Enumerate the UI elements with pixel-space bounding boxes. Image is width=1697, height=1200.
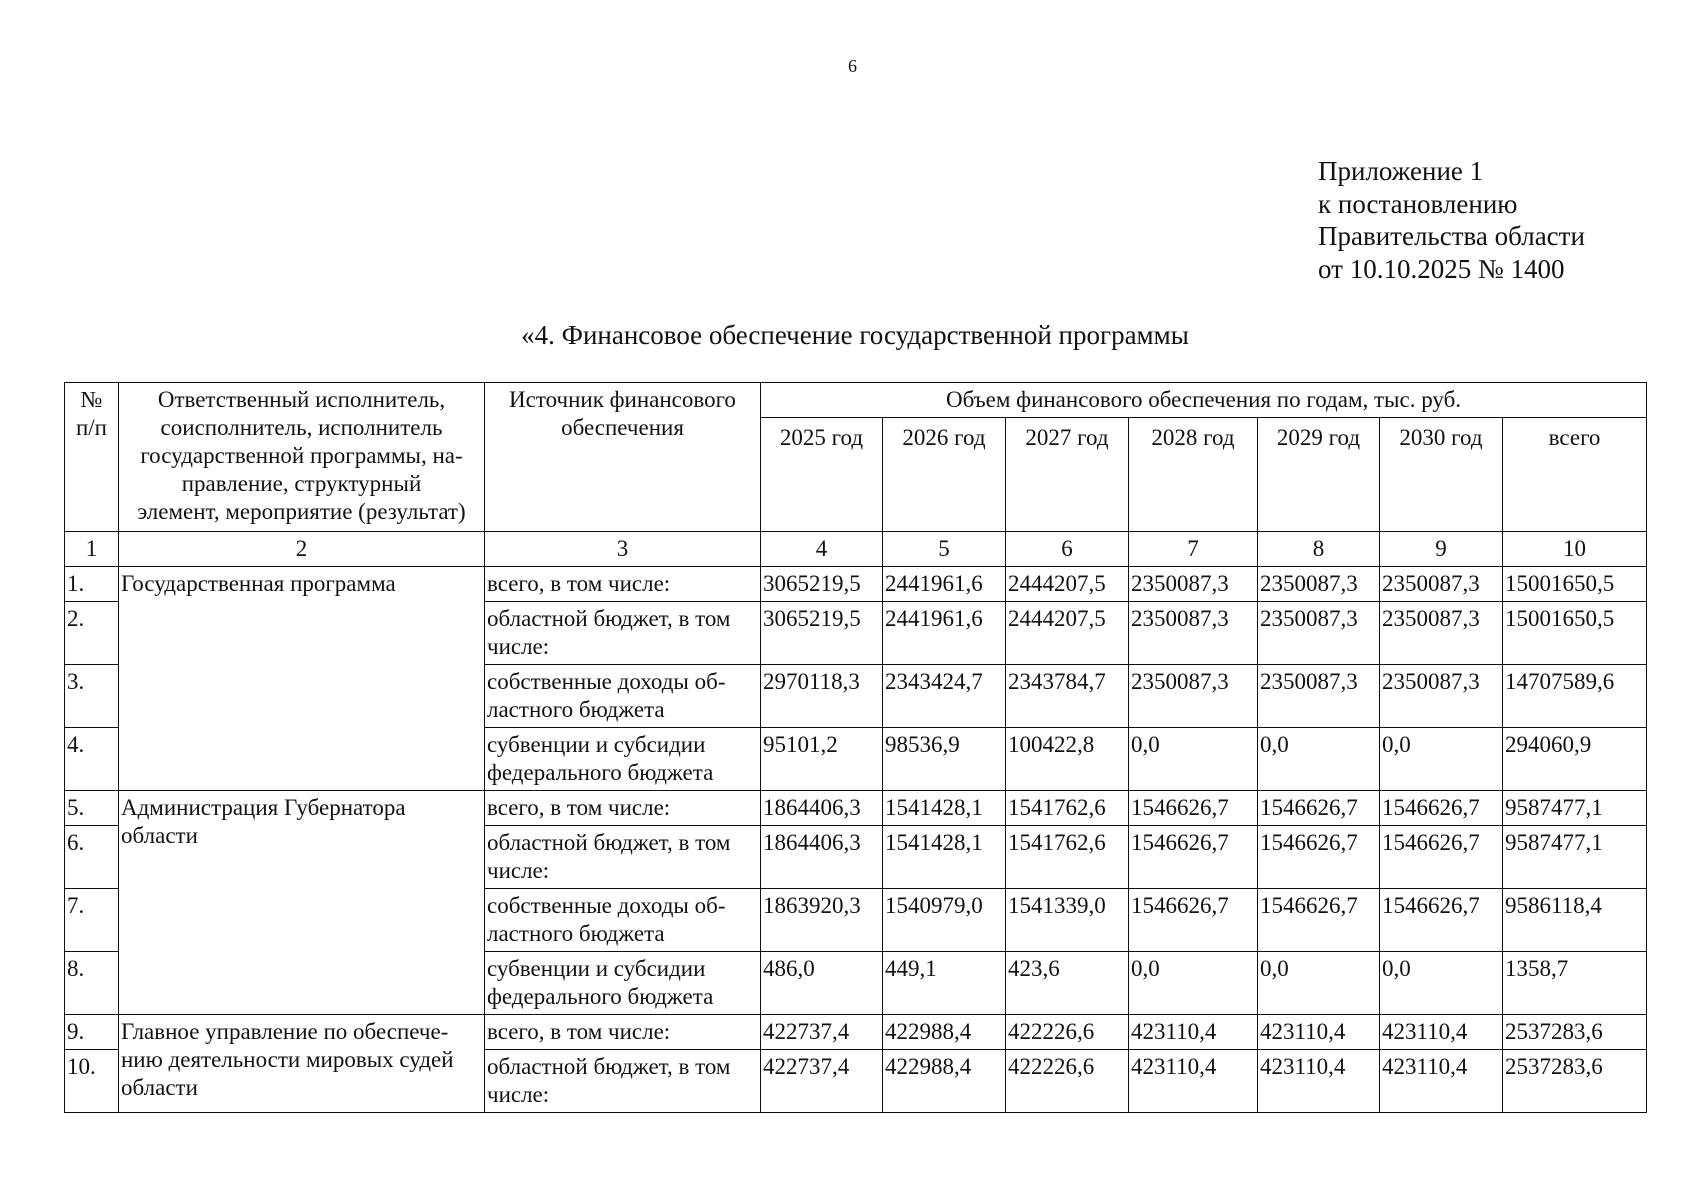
finance-table: [64, 382, 1647, 1113]
amount-value: 100422,8: [1006, 728, 1129, 791]
column-number: 10: [1503, 532, 1647, 567]
amount-value: 422988,4: [883, 1050, 1006, 1113]
header-year: 2030 год: [1380, 418, 1503, 532]
amount-value: 0,0: [1129, 952, 1258, 1015]
amount-value: 422988,4: [883, 1015, 1006, 1050]
row-number: 7.: [65, 889, 119, 952]
funding-source: всего, в том числе:: [485, 791, 761, 826]
header-year: 2025 год: [761, 418, 883, 532]
amount-value: 2350087,3: [1258, 665, 1380, 728]
funding-source: всего, в том числе:: [485, 567, 761, 602]
amount-value: 449,1: [883, 952, 1006, 1015]
column-number: 5: [883, 532, 1006, 567]
header-year: всего: [1503, 418, 1647, 532]
amount-value: 2350087,3: [1380, 602, 1503, 665]
funding-source: собственные доходы об- ластного бюджета: [485, 665, 761, 728]
amount-value: 1546626,7: [1129, 889, 1258, 952]
amount-value: 15001650,5: [1503, 567, 1647, 602]
amount-value: 422737,4: [761, 1050, 883, 1113]
amount-value: 9587477,1: [1503, 826, 1647, 889]
amount-value: 0,0: [1380, 728, 1503, 791]
amount-value: 2350087,3: [1258, 602, 1380, 665]
appendix-line: от 10.10.2025 № 1400: [1318, 253, 1565, 284]
amount-value: 2441961,6: [883, 602, 1006, 665]
amount-value: 2350087,3: [1380, 567, 1503, 602]
table-row: [65, 1015, 1647, 1050]
table-row: [65, 791, 1647, 826]
amount-value: 3065219,5: [761, 567, 883, 602]
amount-value: 423110,4: [1258, 1050, 1380, 1113]
funding-source: субвенции и субсидии федерального бюджета: [485, 728, 761, 791]
row-number: 4.: [65, 728, 119, 791]
amount-value: 2350087,3: [1129, 602, 1258, 665]
amount-value: 1541762,6: [1006, 826, 1129, 889]
amount-value: 2537283,6: [1503, 1050, 1647, 1113]
appendix-line: к постановлению: [1318, 188, 1518, 219]
amount-value: 3065219,5: [761, 602, 883, 665]
table-body: [65, 532, 1647, 1113]
funding-source: всего, в том числе:: [485, 1015, 761, 1050]
amount-value: 1546626,7: [1129, 791, 1258, 826]
amount-value: 1546626,7: [1380, 791, 1503, 826]
amount-value: 423110,4: [1129, 1050, 1258, 1113]
header-volume: Объем финансового обеспечения по годам, тыс. руб.: [761, 383, 1647, 418]
amount-value: 2537283,6: [1503, 1015, 1647, 1050]
amount-value: 423,6: [1006, 952, 1129, 1015]
amount-value: 1546626,7: [1380, 826, 1503, 889]
header-year: 2029 год: [1258, 418, 1380, 532]
amount-value: 0,0: [1258, 728, 1380, 791]
amount-value: 422737,4: [761, 1015, 883, 1050]
page-number: 6: [848, 56, 857, 76]
row-number: 1.: [65, 567, 119, 602]
row-number: 10.: [65, 1050, 119, 1113]
amount-value: 98536,9: [883, 728, 1006, 791]
amount-value: 2350087,3: [1129, 665, 1258, 728]
header-year: 2027 год: [1006, 418, 1129, 532]
amount-value: 9586118,4: [1503, 889, 1647, 952]
amount-value: 0,0: [1380, 952, 1503, 1015]
amount-value: 1864406,3: [761, 826, 883, 889]
table-header: [65, 383, 1647, 532]
amount-value: 2444207,5: [1006, 602, 1129, 665]
amount-value: 2343424,7: [883, 665, 1006, 728]
header-year: 2026 год: [883, 418, 1006, 532]
executor-cell: Государственная программа: [119, 567, 485, 791]
amount-value: 1546626,7: [1258, 791, 1380, 826]
amount-value: 486,0: [761, 952, 883, 1015]
amount-value: 14707589,6: [1503, 665, 1647, 728]
amount-value: 2350087,3: [1129, 567, 1258, 602]
row-number: 2.: [65, 602, 119, 665]
amount-value: 1541428,1: [883, 791, 1006, 826]
amount-value: 294060,9: [1503, 728, 1647, 791]
document-title: «4. Финансовое обеспечение государственной программы: [521, 320, 1189, 350]
amount-value: 1863920,3: [761, 889, 883, 952]
amount-value: 1541762,6: [1006, 791, 1129, 826]
appendix-line: Приложение 1: [1318, 156, 1484, 186]
header-year: 2028 год: [1129, 418, 1258, 532]
column-number: 2: [119, 532, 485, 567]
amount-value: 2350087,3: [1380, 665, 1503, 728]
funding-source: областной бюджет, в том числе:: [485, 1050, 761, 1113]
column-number: 4: [761, 532, 883, 567]
amount-value: 422226,6: [1006, 1050, 1129, 1113]
funding-source: областной бюджет, в том числе:: [485, 826, 761, 889]
amount-value: 1546626,7: [1129, 826, 1258, 889]
row-number: 9.: [65, 1015, 119, 1050]
amount-value: 422226,6: [1006, 1015, 1129, 1050]
amount-value: 423110,4: [1380, 1015, 1503, 1050]
appendix-block: [1318, 155, 1585, 285]
header-source: Источник финансового обеспечения: [485, 383, 761, 532]
column-number: 8: [1258, 532, 1380, 567]
amount-value: 423110,4: [1258, 1015, 1380, 1050]
amount-value: 1546626,7: [1258, 889, 1380, 952]
amount-value: 0,0: [1258, 952, 1380, 1015]
amount-value: 2970118,3: [761, 665, 883, 728]
amount-value: 1864406,3: [761, 791, 883, 826]
amount-value: 1541428,1: [883, 826, 1006, 889]
funding-source: областной бюджет, в том числе:: [485, 602, 761, 665]
column-number: 3: [485, 532, 761, 567]
executor-cell: Администрация Губернатора области: [119, 791, 485, 1015]
row-number: 5.: [65, 791, 119, 826]
amount-value: 2444207,5: [1006, 567, 1129, 602]
amount-value: 15001650,5: [1503, 602, 1647, 665]
row-number: 6.: [65, 826, 119, 889]
amount-value: 0,0: [1129, 728, 1258, 791]
amount-value: 1546626,7: [1258, 826, 1380, 889]
amount-value: 1546626,7: [1380, 889, 1503, 952]
appendix-line: Правительства области: [1318, 221, 1585, 251]
amount-value: 2441961,6: [883, 567, 1006, 602]
row-number: 8.: [65, 952, 119, 1015]
header-num: № п/п: [65, 383, 119, 532]
column-number: 1: [65, 532, 119, 567]
row-number: 3.: [65, 665, 119, 728]
header-executor: Ответственный исполнитель, соисполнитель, исполнитель государственной программы, на- правление, структурный элемент, мероприятие (результат): [119, 383, 485, 532]
header-row: [65, 383, 1647, 418]
amount-value: 1358,7: [1503, 952, 1647, 1015]
amount-value: 95101,2: [761, 728, 883, 791]
column-number: 6: [1006, 532, 1129, 567]
amount-value: 2343784,7: [1006, 665, 1129, 728]
amount-value: 1540979,0: [883, 889, 1006, 952]
executor-cell: Главное управление по обеспече- нию деятельности мировых судей области: [119, 1015, 485, 1113]
column-numbers-row: [65, 532, 1647, 567]
amount-value: 1541339,0: [1006, 889, 1129, 952]
funding-source: собственные доходы об- ластного бюджета: [485, 889, 761, 952]
column-number: 9: [1380, 532, 1503, 567]
funding-source: субвенции и субсидии федерального бюджета: [485, 952, 761, 1015]
table-row: [65, 567, 1647, 602]
amount-value: 423110,4: [1129, 1015, 1258, 1050]
amount-value: 423110,4: [1380, 1050, 1503, 1113]
amount-value: 9587477,1: [1503, 791, 1647, 826]
column-number: 7: [1129, 532, 1258, 567]
amount-value: 2350087,3: [1258, 567, 1380, 602]
